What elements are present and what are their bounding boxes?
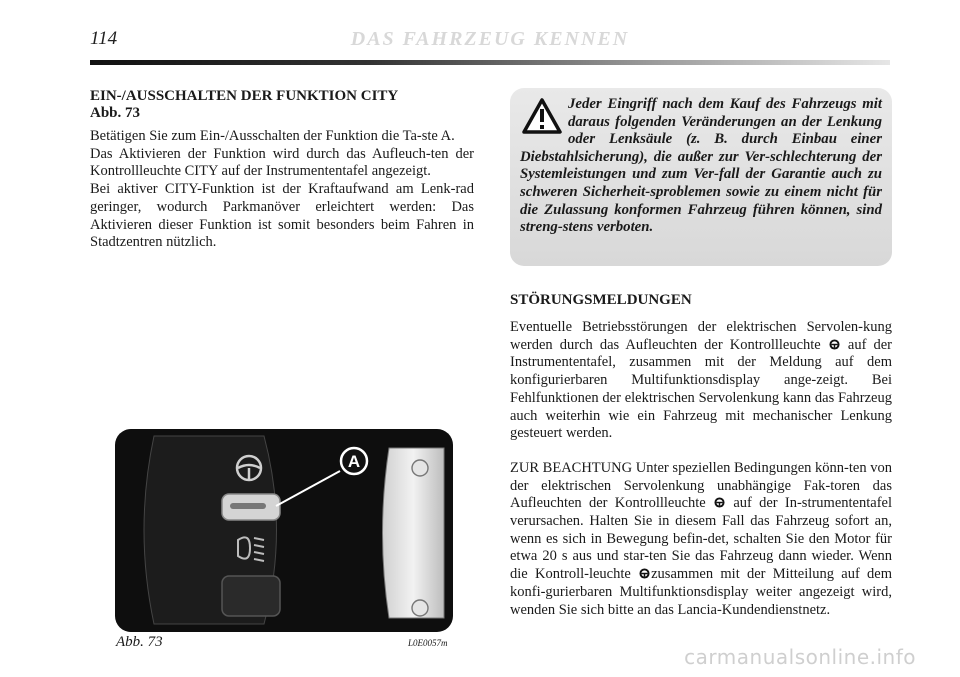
paragraph: Das Aktivieren der Funktion wird durch das Aufleuch-ten der Kontrollleuchte CITY auf der Instrumententafel angezeigt.: [90, 145, 474, 180]
faults-body: [510, 319, 892, 619]
city-body-text: [90, 128, 474, 252]
lower-switch: [222, 576, 280, 616]
warning-triangle-icon: [522, 98, 562, 134]
left-column: [90, 88, 474, 252]
steering-warning-lamp-icon: [714, 497, 725, 508]
watermark: carmanualsonline.info: [684, 645, 916, 669]
text-run: auf der Instrumententafel, zusammen mit der Meldung auf dem konfigurierbaren Multifunktionsdisplay ange-zeigt. Bei Fehlfunktionen der elektrischen Servolenkung kann das Fahrzeug auch weiterhin wie ein Fahrzeug mit mechanischer Lenkung gesteuert werden.: [510, 336, 893, 442]
figure-city-button: [114, 428, 454, 633]
chapter-title: DAS FAHRZEUG KENNEN: [350, 28, 630, 50]
figure-caption: Abb. 73: [116, 634, 163, 650]
header-rule: [90, 60, 890, 65]
callout-label: A: [347, 452, 361, 471]
figure-code: L0E0057m: [408, 638, 448, 648]
section-title-city: [90, 88, 474, 122]
section-title-line2: Abb. 73: [90, 105, 141, 121]
faults-section: [510, 292, 892, 619]
right-column: [510, 88, 892, 266]
page-header: [90, 28, 890, 54]
paragraph: Bei aktiver CITY-Funktion ist der Kraftaufwand am Lenk-rad geringer, wodurch Parkmanöver erleichtert werden: Das Aktivieren dieser Funktion ist somit besonders beim Fahren in Stadtzentren nützlich.: [90, 181, 474, 251]
warning-box: [510, 88, 892, 266]
city-button[interactable]: [222, 494, 280, 520]
text-run: ZUR BEACHTUNG Unter speziellen Bedingungen könn-ten von der elektrischen Servolenkung unabhängige Fak-toren das Aufleuchten der Kontrollleuchte: [510, 459, 892, 512]
faults-title: STÖRUNGSMELDUNGEN: [510, 292, 692, 308]
text-run: Eventuelle Betriebsstörungen der elektrischen Servolen-kung werden durch das Aufleuchten der Kontrollleuchte: [510, 319, 892, 353]
faults-paragraph-1: [510, 319, 892, 443]
page-number: 114: [90, 28, 118, 49]
paragraph: Betätigen Sie zum Ein-/Ausschalten der Funktion die Ta-ste A.: [90, 128, 455, 144]
warning-text: Jeder Eingriff nach dem Kauf des Fahrzeugs mit daraus folgenden Veränderungen an der Lenkung oder Lenksäule (z. B. durch Einbau einer Diebstahlsicherung), die außer zur Ver-schlechterung der Systemleistungen und zum Ver-fall der Garantie auch zu schweren Sicherheit-sproblemen sowie zu einem nicht für die Zulassung konformen Fahrzeug führen können, sind streng-stens verboten.: [520, 96, 882, 236]
steering-warning-lamp-icon: [829, 339, 840, 350]
callout-a: [341, 448, 367, 474]
text-run: auf der In-strumententafel verursachen. Halten Sie in diesem Fall das Fahrzeug sofort an, wenn es sich in Bewegung befin-det, schalten Sie den Motor für etwa 20 s aus und star-ten Sie das Fahrzeug dann wieder. Wenn die Kontroll-leuchte: [510, 495, 892, 583]
faults-paragraph-2: [510, 460, 892, 619]
section-title-line1: EIN-/AUSSCHALTEN DER FUNKTION CITY: [90, 88, 399, 104]
steering-warning-lamp-icon: [639, 568, 650, 579]
text-run: zusammen mit der Mitteilung auf dem konfi-gurierbaren Multifunktionsdisplay weiter angezeigt wird, wenden Sie sich bitte an das Lancia-Kundendienstnetz.: [510, 566, 893, 618]
